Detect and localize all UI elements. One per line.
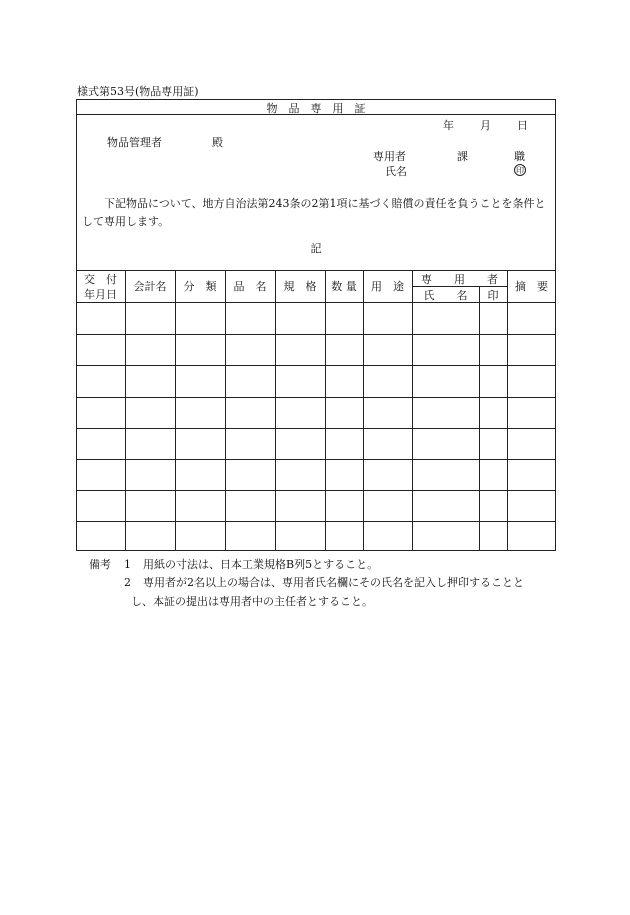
- date-year: 年: [443, 119, 454, 132]
- header-user-seal: 印: [487, 289, 499, 302]
- col-line: [325, 270, 326, 551]
- header-account: 会計名: [133, 280, 167, 293]
- header-category: 分 類: [183, 280, 217, 293]
- note-2-text-line2: し、本証の提出は専用者中の主任者とすること。: [131, 595, 373, 608]
- row-line: [76, 521, 556, 522]
- ki-mark: 記: [310, 242, 322, 255]
- user-section: 課: [457, 150, 468, 163]
- row-line: [76, 397, 556, 398]
- row-line: [76, 428, 556, 429]
- user-group-divider: [412, 286, 507, 287]
- form-title: 物 品 専 用 証: [266, 102, 366, 115]
- col-line: [175, 270, 176, 551]
- header-item-name: 品 名: [233, 280, 267, 293]
- form-frame: [76, 99, 556, 551]
- row-line: [76, 459, 556, 460]
- header-user-name: 氏 名: [423, 289, 468, 302]
- header-kofu: 交 付: [84, 273, 117, 286]
- user-position: 職: [514, 150, 525, 163]
- row-line: [76, 365, 556, 366]
- date-month: 月: [480, 119, 491, 132]
- note-1-text: 用紙の寸法は、日本工業規格B列5とすること。: [143, 558, 379, 571]
- row-line: [76, 490, 556, 491]
- title-divider: [76, 114, 556, 115]
- notes-label: 備考: [89, 558, 111, 571]
- note-1-number: 1: [124, 558, 131, 571]
- col-line: [507, 270, 508, 551]
- date-day: 日: [517, 119, 528, 132]
- header-spec: 規 格: [283, 280, 317, 293]
- header-remarks: 摘 要: [515, 280, 548, 293]
- header-quantity: 数 量: [331, 280, 357, 293]
- col-line: [275, 270, 276, 551]
- note-2-text-line1: 専用者が2名以上の場合は、専用者氏名欄にその氏名を記入し押印することと: [143, 576, 524, 589]
- user-name-label: 氏名: [385, 165, 407, 178]
- note-2-number: 2: [124, 576, 131, 589]
- col-line: [125, 270, 126, 551]
- col-line: [479, 286, 480, 551]
- col-line: [412, 270, 413, 551]
- header-user-group: 専 用 者: [421, 273, 498, 286]
- header-usage: 用 途: [371, 280, 404, 293]
- header-kofu-date: 年月日: [84, 288, 117, 301]
- col-line: [363, 270, 364, 551]
- table-top-line: [76, 270, 556, 271]
- row-line: [76, 334, 556, 335]
- addressee-label: 物品管理者: [107, 136, 162, 149]
- header-bottom-line: [76, 302, 556, 303]
- addressee-honorific: 殿: [212, 136, 223, 149]
- user-label: 専用者: [373, 150, 406, 163]
- form-label: 様式第53号(物品専用証): [77, 85, 199, 98]
- col-line: [225, 270, 226, 551]
- seal-mark: 印: [516, 166, 524, 175]
- body-paragraph: 下記物品について、地方自治法第243条の2第1項に基づく賠償の責任を負うことを条件として専用します。: [82, 197, 546, 228]
